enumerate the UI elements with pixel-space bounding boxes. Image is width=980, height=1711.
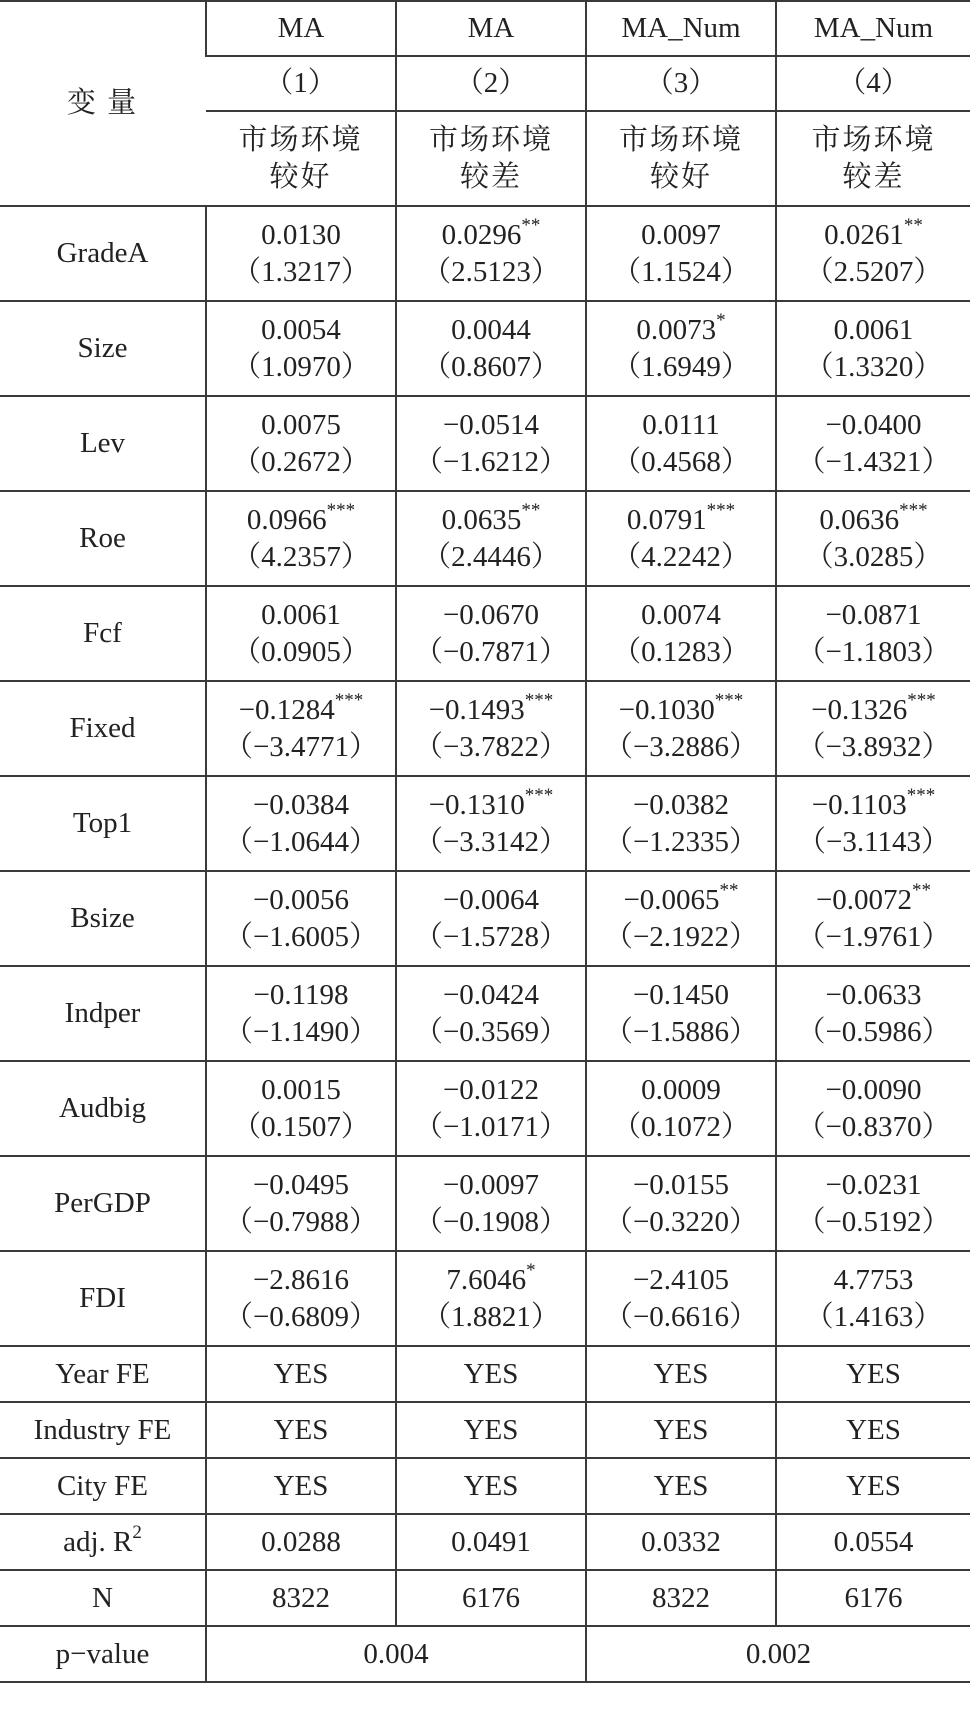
- coefficient-cell: [396, 966, 586, 1061]
- fixed-effect-row: [0, 1458, 970, 1514]
- coefficient-line: [397, 312, 585, 349]
- fixed-effect-name: Year FE: [0, 1346, 206, 1402]
- adj-r2-value: 0.0332: [586, 1514, 776, 1570]
- t-statistic: （−3.3142）: [413, 825, 569, 858]
- table-body: [0, 1, 970, 1682]
- t-statistic: （−1.0171）: [413, 1110, 569, 1143]
- coefficient-value: −0.1326: [811, 693, 908, 726]
- coefficient-cell: [776, 1251, 970, 1346]
- coefficient-line: [777, 407, 970, 444]
- significance-stars: **: [912, 879, 932, 901]
- coefficient-line: [587, 689, 775, 729]
- fixed-effect-value: YES: [396, 1458, 586, 1514]
- coefficient-cell: [586, 206, 776, 301]
- coefficient-line: [397, 882, 585, 919]
- t-statistic: （0.1072）: [612, 1110, 750, 1143]
- coefficient-cell: [586, 301, 776, 396]
- table-row: [0, 301, 970, 396]
- coefficient-line: [207, 499, 395, 539]
- t-statistic: （−0.6809）: [223, 1300, 379, 1333]
- coefficient-value: −0.0384: [252, 788, 350, 821]
- coefficient-value: −0.0122: [442, 1073, 540, 1106]
- t-statistic: （−1.9761）: [796, 920, 951, 953]
- coefficient-line: [587, 309, 775, 349]
- coefficient-value: −2.4105: [632, 1263, 730, 1296]
- coefficient-value: −0.0097: [442, 1168, 540, 1201]
- coefficient-value: 0.0061: [833, 313, 914, 346]
- dependent-var-2: MA: [396, 1, 586, 56]
- coefficient-line: [587, 977, 775, 1014]
- t-statistic: （0.2672）: [232, 445, 370, 478]
- coefficient-value: 4.7753: [833, 1263, 914, 1296]
- coefficient-value: −0.1030: [618, 693, 715, 726]
- fixed-effect-value: YES: [586, 1346, 776, 1402]
- significance-stars: **: [903, 214, 923, 236]
- fixed-effect-value: YES: [776, 1458, 970, 1514]
- observations-value: 8322: [206, 1570, 396, 1626]
- coefficient-line: [207, 407, 395, 444]
- coefficient-line: [207, 597, 395, 634]
- coefficient-cell: [396, 491, 586, 586]
- coefficient-value: −0.0514: [442, 408, 540, 441]
- t-statistic: （−0.7988）: [223, 1205, 379, 1238]
- dependent-var-4: MA_Num: [776, 1, 970, 56]
- coefficient-cell: [206, 1061, 396, 1156]
- variable-name: Bsize: [0, 871, 206, 966]
- coefficient-line: [207, 1167, 395, 1204]
- adj-r2-superscript: 2: [132, 1521, 142, 1543]
- t-statistic: （4.2242）: [612, 540, 750, 573]
- t-statistic: （1.3320）: [804, 350, 943, 383]
- coefficient-cell: [776, 301, 970, 396]
- coefficient-cell: [586, 491, 776, 586]
- coefficient-cell: [776, 966, 970, 1061]
- t-statistic: （−1.4321）: [796, 445, 951, 478]
- coefficient-cell: [586, 871, 776, 966]
- t-statistic: （1.4163）: [804, 1300, 943, 1333]
- coefficient-value: −0.0382: [632, 788, 730, 821]
- t-statistic: （−3.2886）: [603, 730, 759, 763]
- coefficient-line: [587, 217, 775, 254]
- coefficient-value: 0.0635: [441, 503, 522, 536]
- group-label-line: 市场环境: [428, 123, 553, 156]
- model-number-2: （2）: [396, 56, 586, 111]
- group-label-line: 较差: [459, 160, 522, 193]
- coefficient-value: −0.0424: [442, 978, 540, 1011]
- variable-name: GradeA: [0, 206, 206, 301]
- t-statistic: （1.0970）: [232, 350, 370, 383]
- coefficient-cell: [776, 396, 970, 491]
- significance-stars: ***: [524, 689, 554, 711]
- coefficient-cell: [586, 1061, 776, 1156]
- coefficient-line: [777, 1262, 970, 1299]
- t-statistic: （−0.5192）: [796, 1205, 951, 1238]
- adj-r2-row: [0, 1514, 970, 1570]
- table-row: [0, 1156, 970, 1251]
- coefficient-line: [777, 977, 970, 1014]
- fixed-effect-value: YES: [586, 1458, 776, 1514]
- coefficient-cell: [396, 1251, 586, 1346]
- significance-stars: ***: [706, 499, 736, 521]
- coefficient-line: [587, 1167, 775, 1204]
- coefficient-cell: [206, 1156, 396, 1251]
- coefficient-value: −0.1493: [428, 693, 525, 726]
- coefficient-cell: [776, 491, 970, 586]
- coefficient-value: −0.0495: [252, 1168, 350, 1201]
- variable-name: Roe: [0, 491, 206, 586]
- coefficient-cell: [776, 681, 970, 776]
- coefficient-cell: [776, 586, 970, 681]
- group-label-line: 较好: [269, 160, 332, 193]
- coefficient-value: −0.0090: [825, 1073, 922, 1106]
- t-statistic: （−1.5886）: [603, 1015, 759, 1048]
- coefficient-value: 0.0636: [819, 503, 900, 536]
- p-value: 0.004: [206, 1626, 586, 1682]
- significance-stars: *: [526, 1259, 536, 1281]
- t-statistic: （−1.6212）: [413, 445, 569, 478]
- coefficient-value: 7.6046: [446, 1263, 527, 1296]
- t-statistic: （−0.5986）: [796, 1015, 951, 1048]
- coefficient-cell: [776, 206, 970, 301]
- coefficient-line: [397, 977, 585, 1014]
- fixed-effect-row: [0, 1346, 970, 1402]
- table-row: [0, 1251, 970, 1346]
- coefficient-value: 0.0296: [441, 218, 522, 251]
- coefficient-cell: [586, 1251, 776, 1346]
- group-label-3: [586, 111, 776, 206]
- coefficient-value: −2.8616: [252, 1263, 350, 1296]
- variable-header: 变 量: [0, 1, 206, 206]
- fixed-effect-name: Industry FE: [0, 1402, 206, 1458]
- t-statistic: （−1.2335）: [603, 825, 759, 858]
- t-statistic: （−3.4771）: [223, 730, 379, 763]
- t-statistic: （−0.6616）: [603, 1300, 759, 1333]
- significance-stars: ***: [906, 784, 936, 806]
- t-statistic: （1.1524）: [612, 255, 750, 288]
- coefficient-line: [397, 784, 585, 824]
- p-value-row: [0, 1626, 970, 1682]
- t-statistic: （1.3217）: [232, 255, 370, 288]
- coefficient-cell: [586, 1156, 776, 1251]
- coefficient-cell: [396, 301, 586, 396]
- coefficient-line: [777, 597, 970, 634]
- coefficient-value: −0.1198: [253, 978, 349, 1011]
- table-row: [0, 776, 970, 871]
- significance-stars: ***: [899, 499, 928, 521]
- coefficient-cell: [206, 491, 396, 586]
- observations-value: 6176: [396, 1570, 586, 1626]
- coefficient-cell: [396, 681, 586, 776]
- header-row-dependent: [0, 1, 970, 56]
- coefficient-value: −0.0871: [825, 598, 922, 631]
- t-statistic: （2.5207）: [804, 255, 943, 288]
- fixed-effect-value: YES: [396, 1346, 586, 1402]
- coefficient-cell: [776, 871, 970, 966]
- t-statistic: （1.6949）: [612, 350, 750, 383]
- p-value-label: p−value: [0, 1626, 206, 1682]
- coefficient-value: 0.0074: [641, 598, 721, 631]
- fixed-effect-value: YES: [206, 1402, 396, 1458]
- coefficient-line: [777, 499, 970, 539]
- coefficient-value: 0.0966: [246, 503, 327, 536]
- coefficient-line: [207, 787, 395, 824]
- t-statistic: （−3.8932）: [796, 730, 951, 763]
- coefficient-cell: [396, 206, 586, 301]
- t-statistic: （0.0905）: [232, 635, 370, 668]
- t-statistic: （−1.6005）: [223, 920, 379, 953]
- coefficient-cell: [206, 396, 396, 491]
- t-statistic: （−1.5728）: [413, 920, 569, 953]
- table-row: [0, 206, 970, 301]
- coefficient-line: [397, 1259, 585, 1299]
- fixed-effect-value: YES: [396, 1402, 586, 1458]
- t-statistic: （0.4568）: [612, 445, 750, 478]
- coefficient-cell: [396, 396, 586, 491]
- coefficient-value: −0.0064: [442, 883, 540, 916]
- coefficient-cell: [206, 966, 396, 1061]
- coefficient-line: [207, 1072, 395, 1109]
- coefficient-line: [587, 1262, 775, 1299]
- coefficient-line: [397, 597, 585, 634]
- coefficient-value: −0.1310: [428, 788, 525, 821]
- coefficient-value: −0.0065: [623, 883, 720, 916]
- coefficient-cell: [206, 681, 396, 776]
- coefficient-cell: [586, 396, 776, 491]
- table-row: [0, 396, 970, 491]
- coefficient-line: [587, 1072, 775, 1109]
- coefficient-cell: [206, 586, 396, 681]
- fixed-effect-value: YES: [206, 1346, 396, 1402]
- significance-stars: **: [521, 214, 541, 236]
- coefficient-value: −0.0155: [632, 1168, 730, 1201]
- fixed-effect-value: YES: [206, 1458, 396, 1514]
- t-statistic: （−1.0644）: [223, 825, 379, 858]
- observations-row: [0, 1570, 970, 1626]
- coefficient-cell: [586, 681, 776, 776]
- group-label-line: 市场环境: [811, 123, 936, 156]
- coefficient-line: [587, 499, 775, 539]
- table-row: [0, 491, 970, 586]
- dependent-var-1: MA: [206, 1, 396, 56]
- coefficient-value: −0.0056: [252, 883, 350, 916]
- significance-stars: ***: [334, 689, 364, 711]
- coefficient-cell: [206, 301, 396, 396]
- t-statistic: （1.8821）: [422, 1300, 560, 1333]
- coefficient-value: −0.1103: [811, 788, 907, 821]
- coefficient-value: −0.0633: [825, 978, 922, 1011]
- t-statistic: （−0.1908）: [413, 1205, 569, 1238]
- coefficient-line: [207, 312, 395, 349]
- coefficient-value: 0.0130: [261, 218, 341, 251]
- t-statistic: （−0.8370）: [796, 1110, 951, 1143]
- coefficient-value: −0.1284: [238, 693, 335, 726]
- coefficient-line: [777, 879, 970, 919]
- coefficient-value: 0.0111: [642, 408, 720, 441]
- variable-name: FDI: [0, 1251, 206, 1346]
- significance-stars: ***: [326, 499, 356, 521]
- coefficient-value: 0.0097: [641, 218, 721, 251]
- table-row: [0, 681, 970, 776]
- significance-stars: **: [719, 879, 739, 901]
- t-statistic: （0.8607）: [422, 350, 560, 383]
- coefficient-line: [397, 214, 585, 254]
- table-row: [0, 1061, 970, 1156]
- coefficient-cell: [586, 586, 776, 681]
- t-statistic: （0.1507）: [232, 1110, 370, 1143]
- coefficient-value: −0.0400: [825, 408, 922, 441]
- significance-stars: ***: [907, 689, 936, 711]
- observations-value: 6176: [776, 1570, 970, 1626]
- coefficient-value: −0.0670: [442, 598, 540, 631]
- fixed-effect-row: [0, 1402, 970, 1458]
- variable-name: Size: [0, 301, 206, 396]
- group-label-2: [396, 111, 586, 206]
- fixed-effect-value: YES: [586, 1402, 776, 1458]
- table-row: [0, 586, 970, 681]
- variable-name: Audbig: [0, 1061, 206, 1156]
- coefficient-line: [587, 407, 775, 444]
- group-label-1: [206, 111, 396, 206]
- coefficient-cell: [586, 966, 776, 1061]
- t-statistic: （−3.1143）: [796, 825, 951, 858]
- coefficient-line: [397, 499, 585, 539]
- t-statistic: （−0.3569）: [413, 1015, 569, 1048]
- coefficient-line: [397, 1167, 585, 1204]
- coefficient-line: [777, 784, 970, 824]
- coefficient-value: 0.0073: [636, 313, 717, 346]
- table-row: [0, 871, 970, 966]
- variable-name: Fixed: [0, 681, 206, 776]
- fixed-effect-value: YES: [776, 1402, 970, 1458]
- t-statistic: （−3.7822）: [413, 730, 569, 763]
- significance-stars: ***: [524, 784, 554, 806]
- coefficient-line: [777, 1072, 970, 1109]
- group-label-line: 市场环境: [238, 123, 363, 156]
- coefficient-cell: [206, 1251, 396, 1346]
- variable-name: Indper: [0, 966, 206, 1061]
- significance-stars: **: [521, 499, 541, 521]
- coefficient-line: [777, 689, 970, 729]
- coefficient-value: −0.0231: [825, 1168, 922, 1201]
- coefficient-value: 0.0791: [626, 503, 707, 536]
- group-label-line: 市场环境: [618, 123, 743, 156]
- variable-name: Lev: [0, 396, 206, 491]
- group-label-line: 较差: [842, 160, 905, 193]
- variable-name: Top1: [0, 776, 206, 871]
- coefficient-line: [397, 689, 585, 729]
- coefficient-cell: [586, 776, 776, 871]
- table-row: [0, 966, 970, 1061]
- coefficient-cell: [776, 1061, 970, 1156]
- coefficient-cell: [396, 776, 586, 871]
- coefficient-cell: [776, 1156, 970, 1251]
- significance-stars: *: [716, 309, 726, 331]
- coefficient-cell: [396, 1156, 586, 1251]
- coefficient-value: 0.0261: [824, 218, 904, 251]
- coefficient-line: [207, 977, 395, 1014]
- fixed-effect-value: YES: [776, 1346, 970, 1402]
- coefficient-line: [207, 689, 395, 729]
- t-statistic: （−1.1490）: [223, 1015, 379, 1048]
- t-statistic: （−2.1922）: [603, 920, 759, 953]
- coefficient-line: [587, 597, 775, 634]
- t-statistic: （4.2357）: [232, 540, 370, 573]
- t-statistic: （−0.3220）: [603, 1205, 759, 1238]
- coefficient-line: [587, 879, 775, 919]
- coefficient-cell: [206, 871, 396, 966]
- coefficient-line: [207, 217, 395, 254]
- coefficient-value: 0.0009: [641, 1073, 721, 1106]
- coefficient-line: [587, 787, 775, 824]
- coefficient-value: 0.0044: [451, 313, 531, 346]
- coefficient-value: 0.0054: [261, 313, 341, 346]
- coefficient-cell: [396, 1061, 586, 1156]
- coefficient-value: 0.0061: [261, 598, 341, 631]
- coefficient-value: 0.0015: [261, 1073, 341, 1106]
- coefficient-cell: [206, 206, 396, 301]
- model-number-3: （3）: [586, 56, 776, 111]
- coefficient-cell: [206, 776, 396, 871]
- adj-r2-value: 0.0288: [206, 1514, 396, 1570]
- coefficient-value: −0.0072: [815, 883, 913, 916]
- t-statistic: （0.1283）: [612, 635, 750, 668]
- group-label-4: [776, 111, 970, 206]
- p-value: 0.002: [586, 1626, 970, 1682]
- coefficient-value: 0.0075: [261, 408, 341, 441]
- t-statistic: （2.5123）: [422, 255, 560, 288]
- adj-r2-value: 0.0554: [776, 1514, 970, 1570]
- t-statistic: （3.0285）: [804, 540, 943, 573]
- adj-r2-name: adj. R: [63, 1525, 133, 1558]
- dependent-var-3: MA_Num: [586, 1, 776, 56]
- coefficient-line: [777, 214, 970, 254]
- coefficient-line: [397, 407, 585, 444]
- coefficient-cell: [396, 871, 586, 966]
- adj-r2-label: [0, 1514, 206, 1570]
- coefficient-line: [397, 1072, 585, 1109]
- t-statistic: （−1.1803）: [796, 635, 951, 668]
- coefficient-line: [777, 1167, 970, 1204]
- significance-stars: ***: [714, 689, 744, 711]
- variable-name: PerGDP: [0, 1156, 206, 1251]
- adj-r2-value: 0.0491: [396, 1514, 586, 1570]
- coefficient-line: [207, 882, 395, 919]
- model-number-4: （4）: [776, 56, 970, 111]
- t-statistic: （−0.7871）: [413, 635, 569, 668]
- variable-name: Fcf: [0, 586, 206, 681]
- coefficient-line: [207, 1262, 395, 1299]
- coefficient-line: [777, 312, 970, 349]
- observations-label: N: [0, 1570, 206, 1626]
- coefficient-cell: [396, 586, 586, 681]
- fixed-effect-name: City FE: [0, 1458, 206, 1514]
- observations-value: 8322: [586, 1570, 776, 1626]
- coefficient-cell: [776, 776, 970, 871]
- coefficient-value: −0.1450: [632, 978, 730, 1011]
- group-label-line: 较好: [649, 160, 712, 193]
- t-statistic: （2.4446）: [422, 540, 560, 573]
- model-number-1: （1）: [206, 56, 396, 111]
